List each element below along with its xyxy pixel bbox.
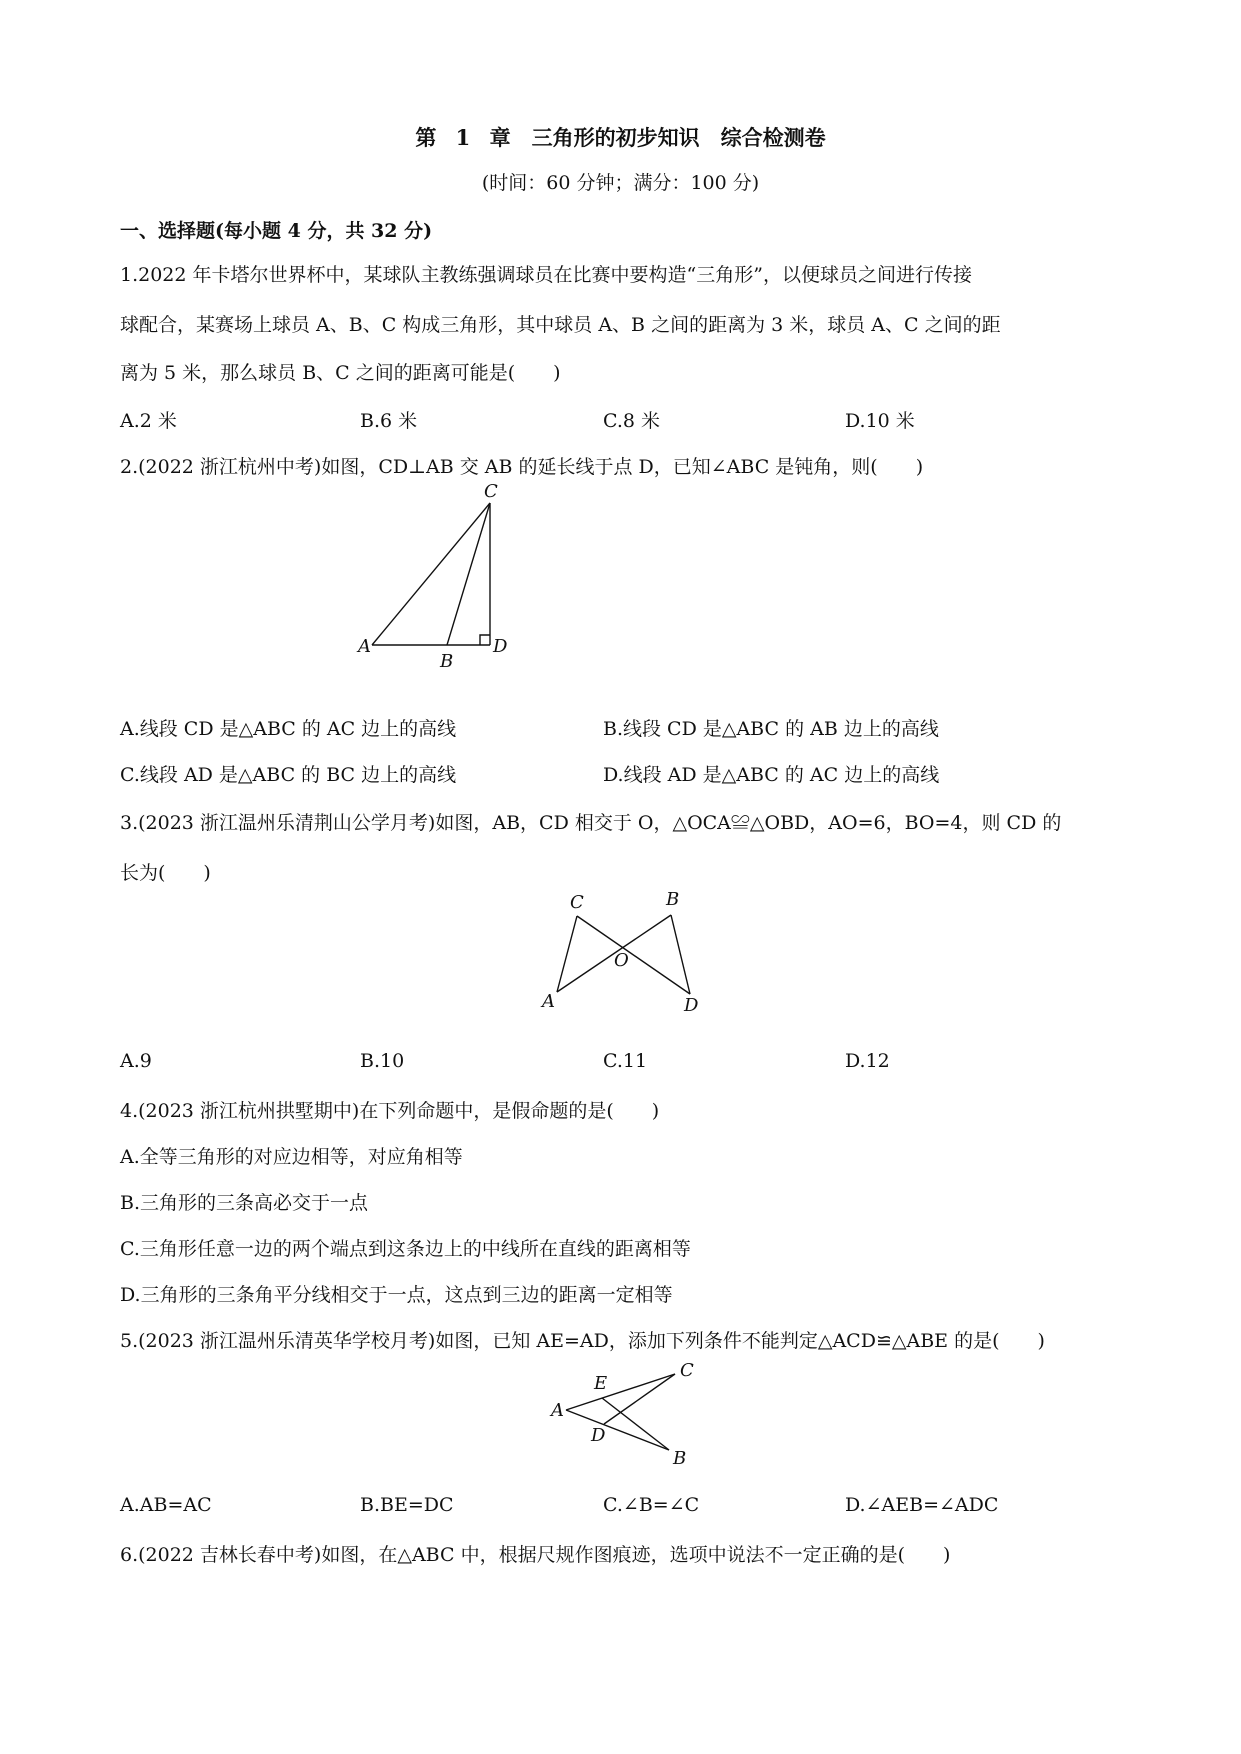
q2-segment-bc: [447, 503, 490, 645]
q5-option-b: B.BE=DC: [360, 1494, 454, 1516]
q2-label-a: A: [358, 636, 371, 657]
q2-option-a: A.线段 CD 是△ABC 的 AC 边上的高线: [120, 718, 457, 740]
q3-label-b: B: [666, 889, 680, 910]
q2-right-angle-mark: [480, 635, 490, 645]
section-heading: 一、选择题(每小题 4 分，共 32 分): [120, 220, 433, 242]
q3-label-d: D: [684, 995, 699, 1016]
q2-label-b: B: [440, 651, 454, 672]
q4-option-b: B.三角形的三条高必交于一点: [120, 1192, 369, 1214]
q6-question: 6.(2022 吉林长春中考)如图，在△ABC 中，根据尺规作图痕迹，选项中说法不一定正确的是( ): [120, 1544, 951, 1566]
q2-option-c: C.线段 AD 是△ABC 的 BC 边上的高线: [120, 764, 457, 786]
q5-question: 5.(2023 浙江温州乐清英华学校月考)如图，已知 AE=AD，添加下列条件不能判定△ACD≌△ABE 的是( ): [120, 1330, 1045, 1352]
q1-option-b: B.6 米: [360, 410, 418, 432]
q3-option-a: A.9: [120, 1050, 152, 1072]
q2-figure: [0, 480, 1241, 680]
q4-option-a: A.全等三角形的对应边相等，对应角相等: [120, 1146, 463, 1168]
q3-label-c: C: [570, 892, 584, 913]
q3-line-1: 3.(2023 浙江温州乐清荆山公学月考)如图，AB，CD 相交于 O，△OCA≌△OBD，AO=6，BO=4，则 CD 的: [120, 812, 1062, 834]
q3-option-b: B.10: [360, 1050, 405, 1072]
q2-label-c: C: [484, 481, 498, 502]
q5-figure: [0, 1358, 1241, 1468]
q3-label-o: O: [614, 950, 629, 971]
q3-figure: [0, 890, 1241, 1030]
q5-segment-ac: [566, 1374, 675, 1410]
q2-label-d: D: [493, 636, 508, 657]
q5-label-b: B: [673, 1448, 687, 1469]
q1-option-a: A.2 米: [120, 410, 177, 432]
exam-info: (时间：60 分钟；满分：100 分): [481, 172, 760, 194]
q5-label-c: C: [680, 1360, 694, 1381]
q2-question: 2.(2022 浙江杭州中考)如图，CD⊥AB 交 AB 的延长线于点 D，已知∠ABC 是钝角，则( ): [120, 456, 924, 478]
q3-label-a: A: [542, 991, 555, 1012]
q5-option-c: C.∠B=∠C: [603, 1494, 700, 1516]
q1-option-c: C.8 米: [603, 410, 661, 432]
q4-question: 4.(2023 浙江杭州拱墅期中)在下列命题中，是假命题的是( ): [120, 1100, 660, 1122]
q5-label-e: E: [594, 1373, 608, 1394]
q3-option-d: D.12: [845, 1050, 890, 1072]
q1-line-3: 离为 5 米，那么球员 B、C 之间的距离可能是( ): [120, 362, 561, 384]
q5-option-d: D.∠AEB=∠ADC: [845, 1494, 999, 1516]
q5-segment-ab: [566, 1410, 669, 1450]
q1-option-d: D.10 米: [845, 410, 915, 432]
q2-option-d: D.线段 AD 是△ABC 的 AC 边上的高线: [603, 764, 940, 786]
q2-option-b: B.线段 CD 是△ABC 的 AB 边上的高线: [603, 718, 939, 740]
q5-option-a: A.AB=AC: [120, 1494, 212, 1516]
q1-line-2: 球配合，某赛场上球员 A、B、C 构成三角形，其中球员 A、B 之间的距离为 3 米，球员 A、C 之间的距: [120, 314, 1001, 336]
q5-label-a: A: [551, 1400, 564, 1421]
q4-option-d: D.三角形的三条角平分线相交于一点，这点到三边的距离一定相等: [120, 1284, 673, 1306]
q5-segment-dc: [604, 1374, 675, 1424]
q3-line-2: 长为( ): [120, 862, 211, 884]
q5-label-d: D: [591, 1425, 606, 1446]
q2-segment-ac: [372, 503, 490, 645]
q4-option-c: C.三角形任意一边的两个端点到这条边上的中线所在直线的距离相等: [120, 1238, 691, 1260]
q5-segment-eb: [602, 1398, 669, 1450]
q3-option-c: C.11: [603, 1050, 648, 1072]
page-title: 第 1 章 三角形的初步知识 综合检测卷: [415, 125, 826, 150]
q1-line-1: 1.2022 年卡塔尔世界杯中，某球队主教练强调球员在比赛中要构造“三角形”，以便球员之间进行传接: [120, 264, 972, 286]
q3-segment-cd: [577, 916, 690, 994]
